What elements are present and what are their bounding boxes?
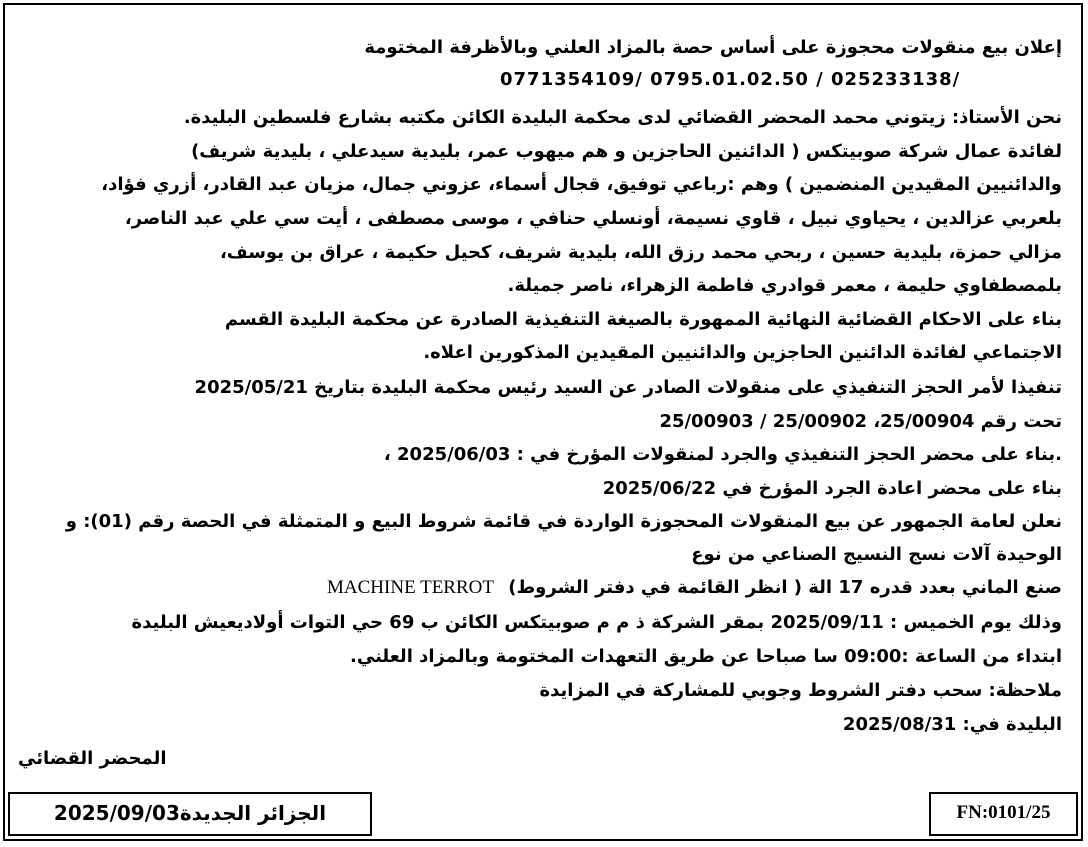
reference-box (929, 792, 1078, 836)
notice-line: .بناء على محضر الحجز التنفيذي والجرد لمنقولات المؤرخ في : 2025/06/03 ، (383, 444, 1062, 465)
notice-line: ابتداء من الساعة :09:00 سا صباحا عن طريق التعهدات المختومة وبالمزاد العلني. (350, 646, 1062, 667)
notice-line: بناء على الاحكام القضائية النهائية الممهورة بالصيغة التنفيذية الصادرة عن محكمة البليدة القسم (224, 309, 1062, 330)
notice-line: تنفيذا لأمر الحجز التنفيذي على منقولات الصادر عن السيد رئيس محكمة البليدة بتاريخ 2025/05/21 (194, 377, 1062, 398)
reference-number: FN:0101/25 (956, 802, 1051, 823)
phone-numbers: 0771354109/ 0795.01.02.50 / 025233138/ (500, 69, 961, 90)
notice-line: الاجتماعي لفائدة الدائنين الحاجزين والدائنيين المقيدين المذكورين اعلاه. (423, 342, 1062, 363)
bailiff-signature: المحضر القضائي (18, 748, 167, 769)
notice-line: وذلك يوم الخميس : 2025/09/11 بمقر الشركة ذ م م صوبيتكس الكائن ب 69 حي التوات أولاديعيش البليدة (131, 612, 1062, 633)
notice-line: تحت رقم 25/00904، 25/00902 / 25/00903 (659, 411, 1062, 432)
notice-line: نحن الأستاذ: زيتوني محمد المحضر القضائي لدى محكمة البليدة الكائن مكتبه بشارع فلسطين البليدة. (183, 107, 1062, 128)
notice-line: نعلن لعامة الجمهور عن بيع المنقولات المحجوزة الواردة في قائمة شروط البيع و المتمثلة في الحصة رقم (01): و (65, 511, 1062, 532)
notice-line: والدائنيين المقيدين المنضمين ) وهم :رباعي توفيق، قجال أسماء، عزوني جمال، مزيان عبد القادر، أزري فؤاد، (101, 174, 1062, 195)
notice-line: بلعربي عزالدين ، يحياوي نبيل ، قاوي نسيمة، أونسلي حنافي ، موسى مصطفى ، أيت سي علي عبد الناصر، (124, 208, 1062, 229)
machine-description: صنع الماني بعدد قدره 17 الة ( انظر القائمة في دفتر الشروط) (508, 577, 1062, 598)
machine-brand: MACHINE TERROT (327, 577, 494, 598)
notice-line: مزالي حمزة، بليدية حسين ، ربحي محمد رزق الله، بليدية شريف، كحيل حكيمة ، عراق بن يوسف، (219, 242, 1062, 263)
notice-line: بلمصطفاوي حليمة ، معمر قوادري فاطمة الزهراء، ناصر جميلة. (507, 275, 1062, 296)
notice-line: الوحيدة آلات نسج النسيج الصناعي من نوع (691, 544, 1062, 565)
signature-date: البليدة في: 2025/08/31 (842, 714, 1062, 735)
notice-line: لفائدة عمال شركة صوبيتكس ( الدائنين الحاجزين و هم ميهوب عمر، بليدية سيدعلي ، بليدية شريف) (191, 141, 1062, 162)
notice-title: إعلان بيع منقولات محجوزة على أساس حصة بالمزاد العلني وبالأظرفة المختومة (364, 37, 1062, 58)
newspaper-date: الجزائر الجديدة2025/09/03 (53, 801, 327, 825)
newspaper-date-box (8, 792, 372, 836)
notice-line: بناء على محضر اعادة الجرد المؤرخ في 2025/06/22 (602, 478, 1062, 499)
notice-line: ملاحظة: سحب دفتر الشروط وجوبي للمشاركة في المزايدة (539, 680, 1062, 701)
machine-line (200, 576, 1062, 600)
